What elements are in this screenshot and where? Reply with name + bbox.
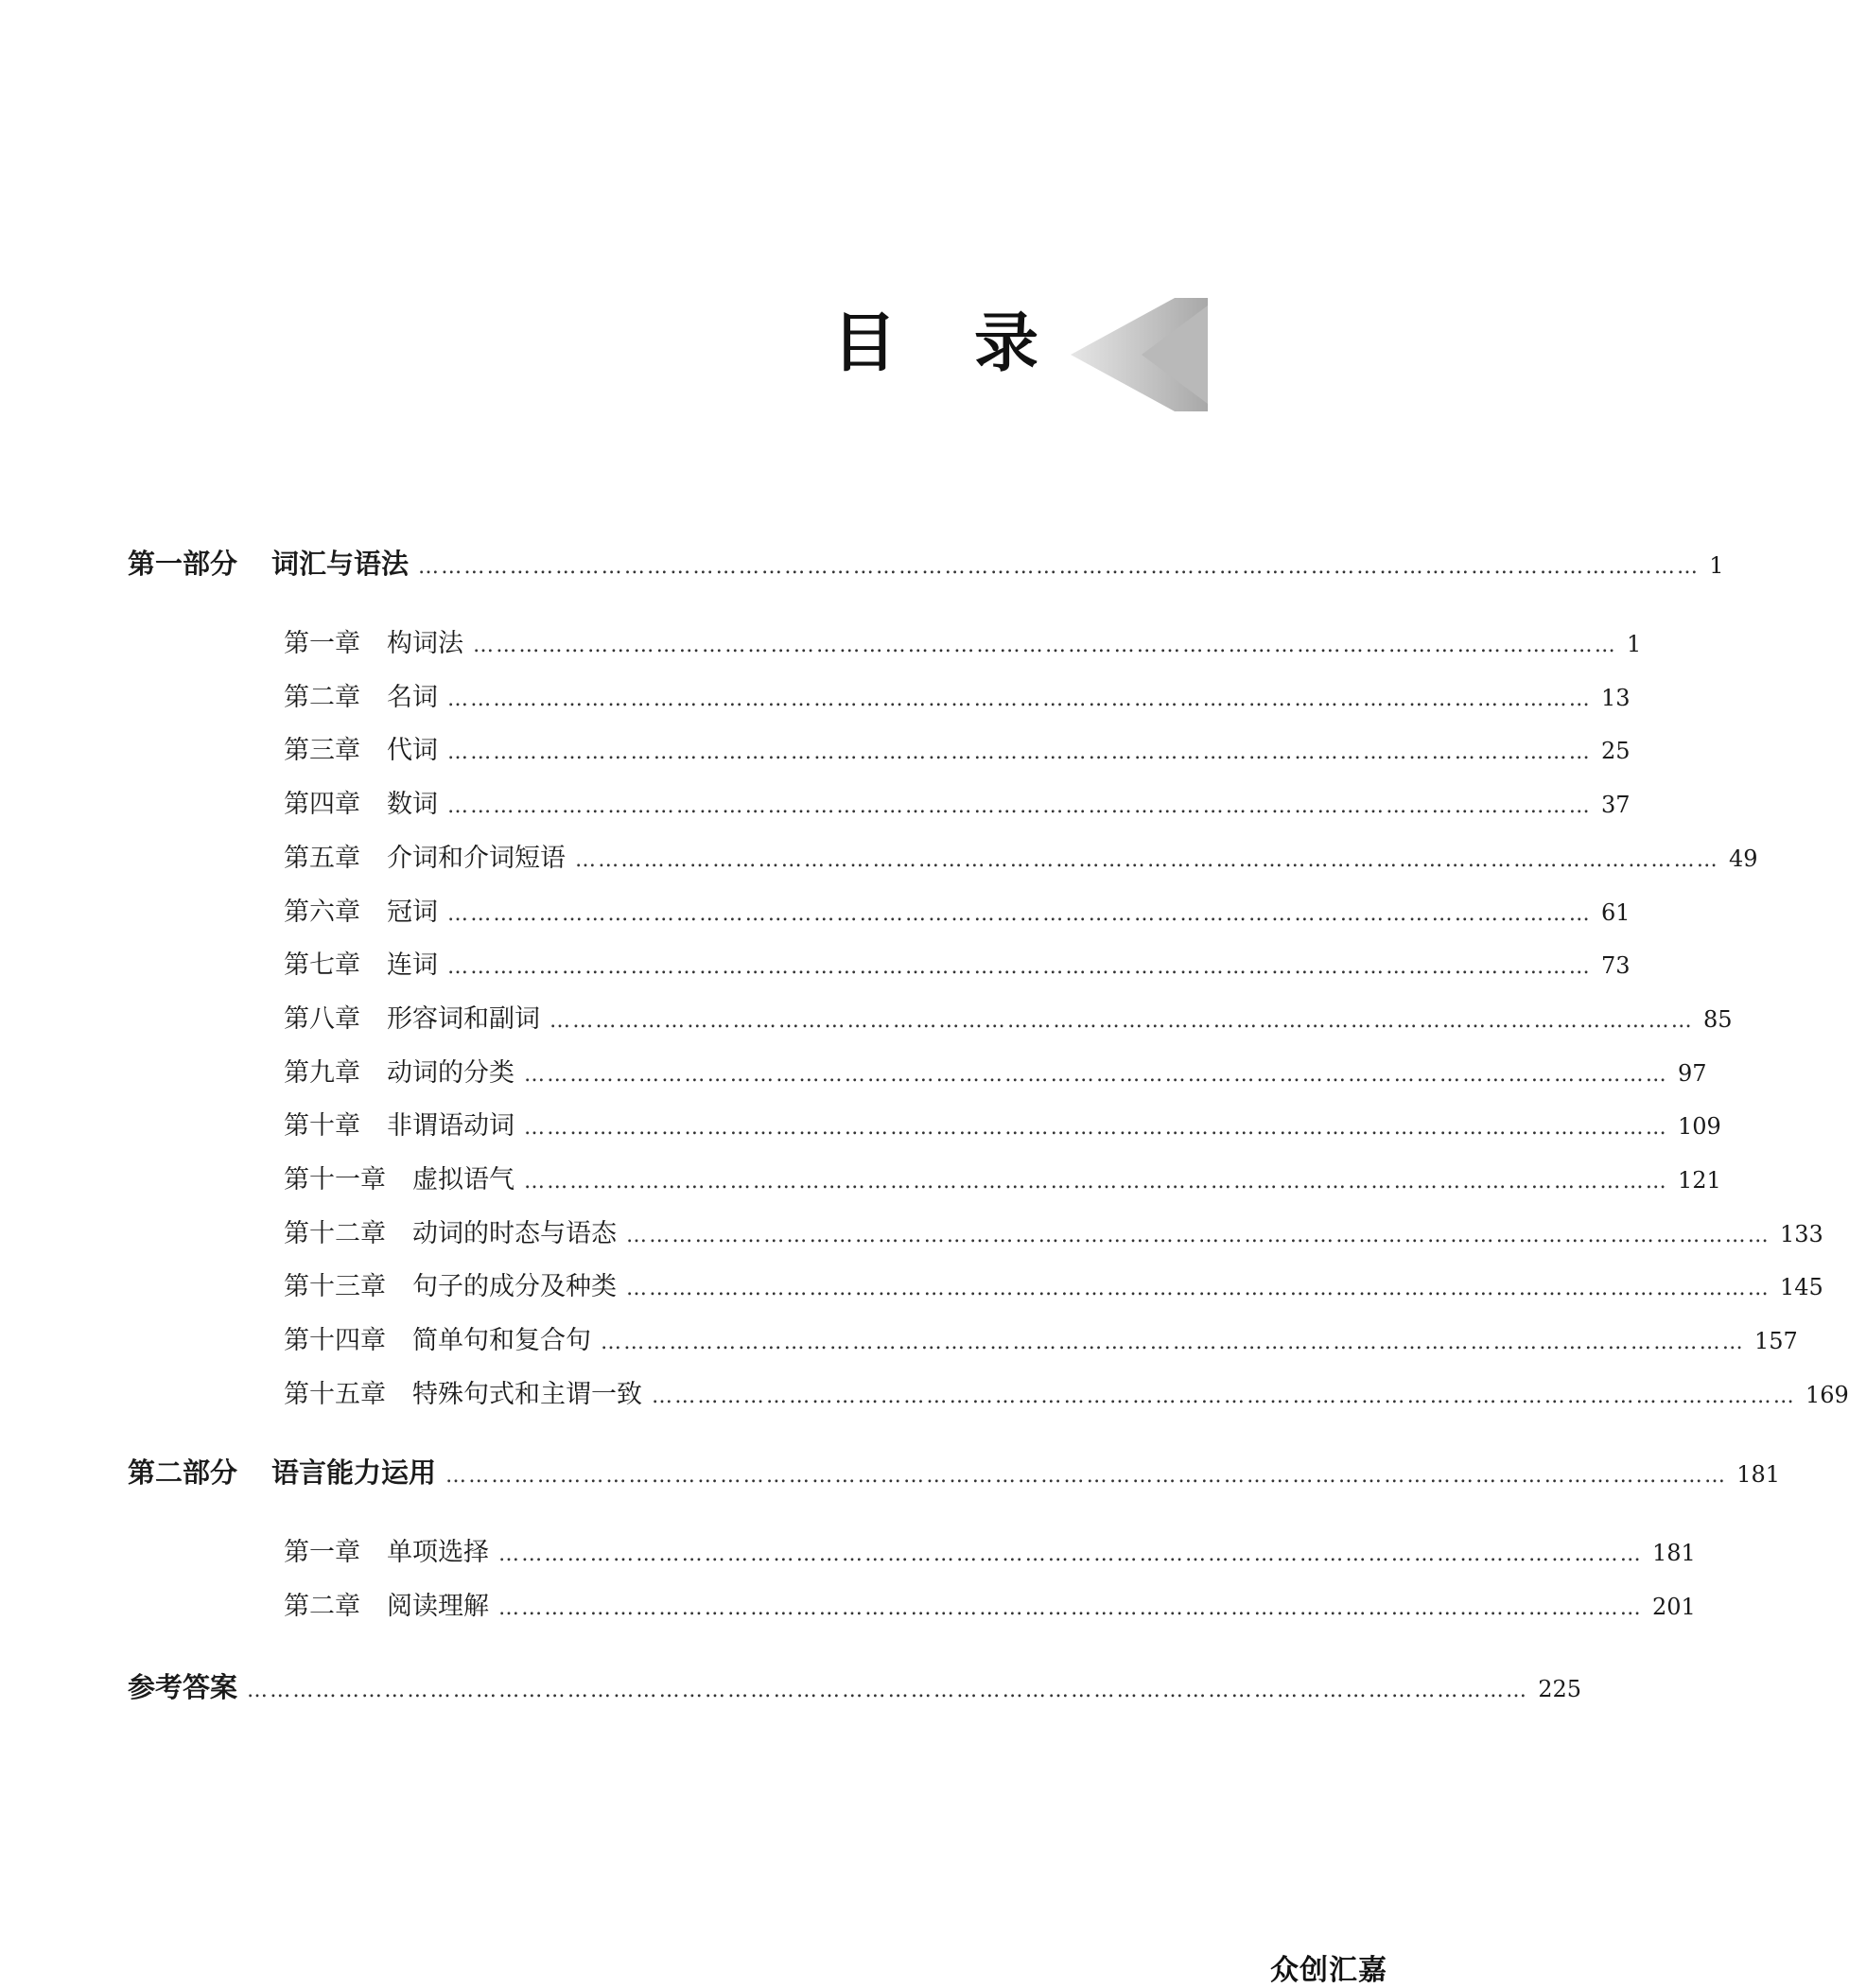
toc-chapter-row[interactable]	[284, 625, 1642, 663]
toc-chapter-number: 第十五章	[284, 1379, 386, 1409]
toc-chapter-title: 介词和介词短语	[387, 843, 566, 873]
toc-chapter-page: 181	[1652, 1540, 1696, 1566]
dot-leader: ……………………………………………………………………………………………………………………………………	[498, 1596, 1643, 1620]
toc-chapter-page: 85	[1703, 1005, 1733, 1033]
toc-chapter-title: 形容词和副词	[387, 1003, 540, 1034]
toc-chapter-title: 动词的时态与语态	[412, 1218, 617, 1248]
toc-chapter-title: 冠词	[387, 897, 438, 927]
toc-chapter-page: 145	[1780, 1274, 1823, 1301]
dot-leader: ……………………………………………………………………………………………………………………………………………………	[445, 1464, 1728, 1488]
toc-chapter-title: 构词法	[387, 629, 463, 658]
toc-part-1-title: 词汇与语法	[271, 548, 410, 580]
toc-chapter-number: 第十三章	[284, 1272, 386, 1302]
dot-leader: ……………………………………………………………………………………………………………………………………	[601, 1331, 1745, 1355]
dot-leader: ……………………………………………………………………………………………………………………………………	[626, 1223, 1771, 1247]
dot-leader: ……………………………………………………………………………………………………………………………………	[447, 794, 1592, 819]
toc-chapter-number: 第一章	[284, 629, 360, 658]
toc-chapter-page: 61	[1601, 898, 1631, 926]
toc-chapter-row[interactable]	[284, 947, 1631, 985]
toc-chapter-title: 非谓语动词	[387, 1111, 515, 1142]
toc-chapter-number: 第八章	[284, 1003, 360, 1034]
toc-chapter-title: 句子的成分及种类	[412, 1272, 617, 1302]
toc-chapter-row[interactable]	[284, 732, 1631, 770]
toc-chapter-number: 第十四章	[284, 1326, 386, 1356]
dot-leader: ……………………………………………………………………………………………………………………………………	[447, 901, 1592, 926]
toc-chapter-title: 简单句和复合句	[412, 1326, 591, 1356]
toc-chapter-title: 名词	[387, 682, 438, 712]
toc-chapter-row[interactable]	[284, 1001, 1733, 1038]
dot-leader: ……………………………………………………………………………………………………………………………………	[498, 1543, 1643, 1566]
toc-chapter-number: 第五章	[284, 843, 360, 873]
toc-chapter-row[interactable]	[284, 786, 1631, 824]
toc-chapter-page: 133	[1780, 1220, 1823, 1247]
toc-chapter-title: 阅读理解	[387, 1591, 489, 1621]
toc-part-2-number: 第二部分	[128, 1456, 238, 1489]
toc-chapter-row[interactable]	[284, 1588, 1696, 1626]
toc-chapter-page: 109	[1678, 1113, 1721, 1141]
toc-chapter-title: 动词的分类	[387, 1057, 515, 1088]
toc-chapter-number: 第七章	[284, 950, 360, 981]
toc-chapter-title: 连词	[387, 950, 438, 981]
toc-chapter-number: 第四章	[284, 790, 360, 820]
toc-chapter-page: 201	[1652, 1593, 1696, 1620]
toc-chapter-title: 单项选择	[387, 1538, 489, 1567]
toc-part-2[interactable]	[128, 1454, 1781, 1491]
dot-leader: ……………………………………………………………………………………………………………………………………	[447, 741, 1592, 765]
toc-chapter-row[interactable]	[284, 894, 1631, 932]
toc-chapter-number: 第十二章	[284, 1218, 386, 1248]
toc-part-2-page: 181	[1736, 1461, 1781, 1488]
toc-chapter-title: 代词	[387, 736, 438, 766]
toc-chapter-row[interactable]	[284, 1055, 1707, 1092]
dot-leader: ……………………………………………………………………………………………………………………………………	[447, 687, 1592, 711]
toc-answers[interactable]	[128, 1668, 1582, 1706]
toc-chapter-page: 73	[1601, 952, 1631, 980]
toc-chapter-page: 157	[1754, 1328, 1798, 1355]
dot-leader: ……………………………………………………………………………………………………………………………………	[652, 1384, 1796, 1408]
title-char-2: 录	[974, 306, 1039, 381]
toc-chapter-row[interactable]	[284, 1534, 1696, 1572]
dot-leader: ……………………………………………………………………………………………………………………………………	[626, 1277, 1771, 1301]
dot-leader: ……………………………………………………………………………………………………………………………………	[473, 634, 1617, 657]
dot-leader: ……………………………………………………………………………………………………………………………………	[575, 847, 1719, 872]
toc-chapter-page: 121	[1678, 1167, 1721, 1194]
title-char-1: 目	[832, 306, 898, 381]
toc-chapter-number: 第三章	[284, 736, 360, 766]
toc-chapter-page: 169	[1805, 1381, 1849, 1408]
toc-chapter-number: 第九章	[284, 1057, 360, 1088]
toc-chapter-row[interactable]	[284, 679, 1631, 717]
decorative-arrow-icon	[1071, 298, 1208, 411]
toc-chapter-row[interactable]	[284, 1268, 1823, 1306]
dot-leader: ……………………………………………………………………………………………………………………………………	[447, 955, 1592, 980]
toc-chapter-number: 第一章	[284, 1538, 360, 1567]
toc-chapter-title: 特殊句式和主谓一致	[412, 1379, 642, 1409]
toc-chapter-number: 第十一章	[284, 1165, 386, 1195]
toc-answers-page: 225	[1538, 1676, 1582, 1702]
toc-chapter-row[interactable]	[284, 1322, 1798, 1360]
dot-leader: ……………………………………………………………………………………………………………………………………	[549, 1008, 1694, 1033]
toc-part-1-page: 1	[1709, 552, 1724, 579]
toc-chapter-page: 97	[1678, 1059, 1707, 1087]
watermark: 众创汇嘉	[1270, 1954, 1387, 1987]
dot-leader: ……………………………………………………………………………………………………………………………………	[524, 1116, 1668, 1141]
toc-chapter-row[interactable]	[284, 840, 1758, 878]
toc-chapter-page: 37	[1601, 792, 1631, 819]
toc-chapter-number: 第六章	[284, 897, 360, 927]
toc-chapter-number: 第十章	[284, 1111, 360, 1142]
dot-leader: ……………………………………………………………………………………………………………………………………………………	[247, 1679, 1529, 1702]
toc-chapter-number: 第二章	[284, 1591, 360, 1621]
toc-answers-title: 参考答案	[128, 1671, 238, 1703]
toc-chapter-page: 1	[1627, 631, 1642, 657]
dot-leader: ……………………………………………………………………………………………………………………………………………………	[418, 555, 1701, 579]
toc-part-1[interactable]	[128, 545, 1724, 583]
toc-chapter-title: 数词	[387, 790, 438, 820]
toc-chapter-title: 虚拟语气	[412, 1165, 515, 1195]
toc-chapter-page: 25	[1601, 738, 1631, 765]
dot-leader: ……………………………………………………………………………………………………………………………………	[524, 1062, 1668, 1087]
toc-chapter-row[interactable]	[284, 1215, 1823, 1253]
toc-part-1-number: 第一部分	[128, 548, 238, 580]
toc-chapter-row[interactable]	[284, 1376, 1849, 1414]
toc-part-2-title: 语言能力运用	[271, 1456, 437, 1489]
dot-leader: ……………………………………………………………………………………………………………………………………	[524, 1170, 1668, 1194]
toc-chapter-page: 13	[1601, 684, 1631, 711]
toc-chapter-page: 49	[1729, 845, 1758, 872]
toc-chapter-number: 第二章	[284, 682, 360, 712]
toc-chapter-row[interactable]	[284, 1161, 1721, 1199]
toc-chapter-row[interactable]	[284, 1107, 1721, 1145]
